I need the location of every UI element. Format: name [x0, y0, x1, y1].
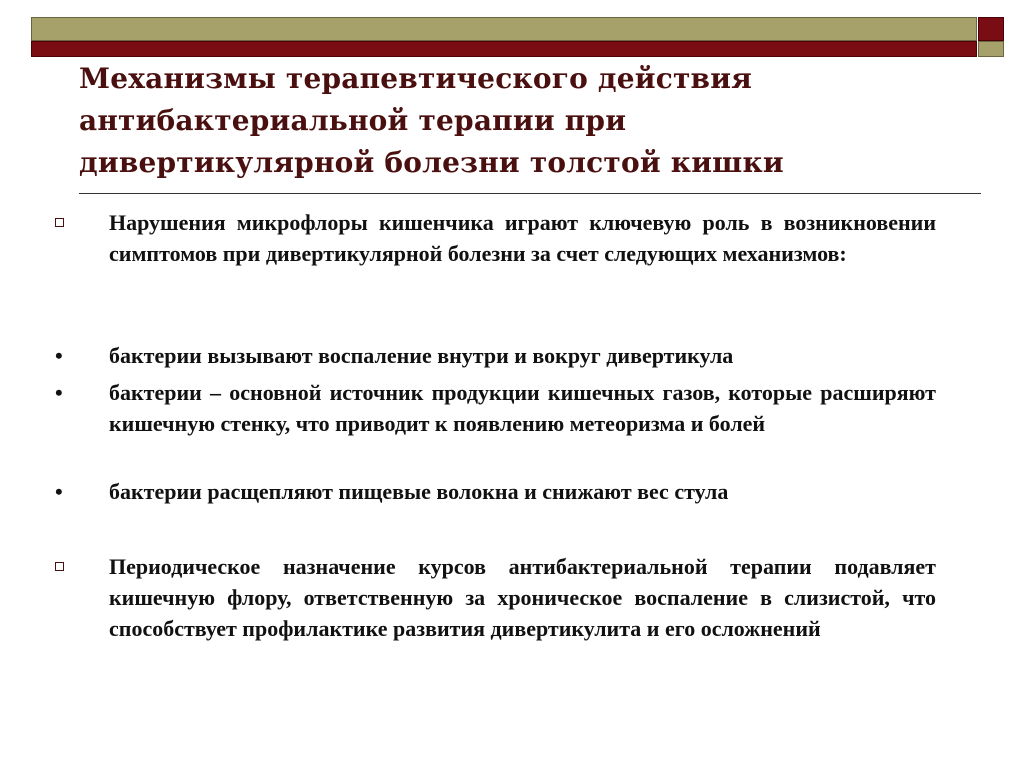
bullet-dot-icon: • — [55, 343, 63, 368]
slide-title-line-1: Механизмы терапевтического действия — [79, 62, 753, 95]
corner-maroon-square — [978, 17, 1004, 41]
slide-title-line-3: дивертикулярной болезни толстой кишки — [79, 146, 784, 179]
list-item-text: бактерии расщепляют пищевые волокна и снижают вес стула — [109, 479, 729, 504]
list-item-text: бактерии – основной источник продукции кишечных газов, которые расширяют кишечную стенку, что приводит к появлению метеоризма и болей — [109, 380, 936, 436]
bullet-dot-icon: • — [55, 479, 63, 504]
title-underline — [79, 193, 981, 194]
corner-olive-square — [978, 41, 1004, 57]
list-item-text: Нарушения микрофлоры кишенчика играют ключевую роль в возникновении симптомов при дивертикулярной болезни за счет следующих механизмов: — [109, 210, 936, 266]
slide-title-line-2: антибактериальной терапии при — [79, 104, 627, 137]
top-olive-bar — [31, 17, 977, 41]
slide-title — [79, 58, 959, 184]
square-bullet-icon — [55, 562, 64, 571]
bullet-dot-icon: • — [55, 380, 63, 405]
list-item-text: Периодическое назначение курсов антибактериальной терапии подавляет кишечную флору, ответственную за хроническое воспаление в слизистой, что способствует профилактике развития дивертикулита и его осложнений — [109, 554, 936, 641]
top-maroon-bar — [31, 41, 977, 57]
square-bullet-icon — [55, 218, 64, 227]
list-item-text: бактерии вызывают воспаление внутри и вокруг дивертикула — [109, 343, 734, 368]
